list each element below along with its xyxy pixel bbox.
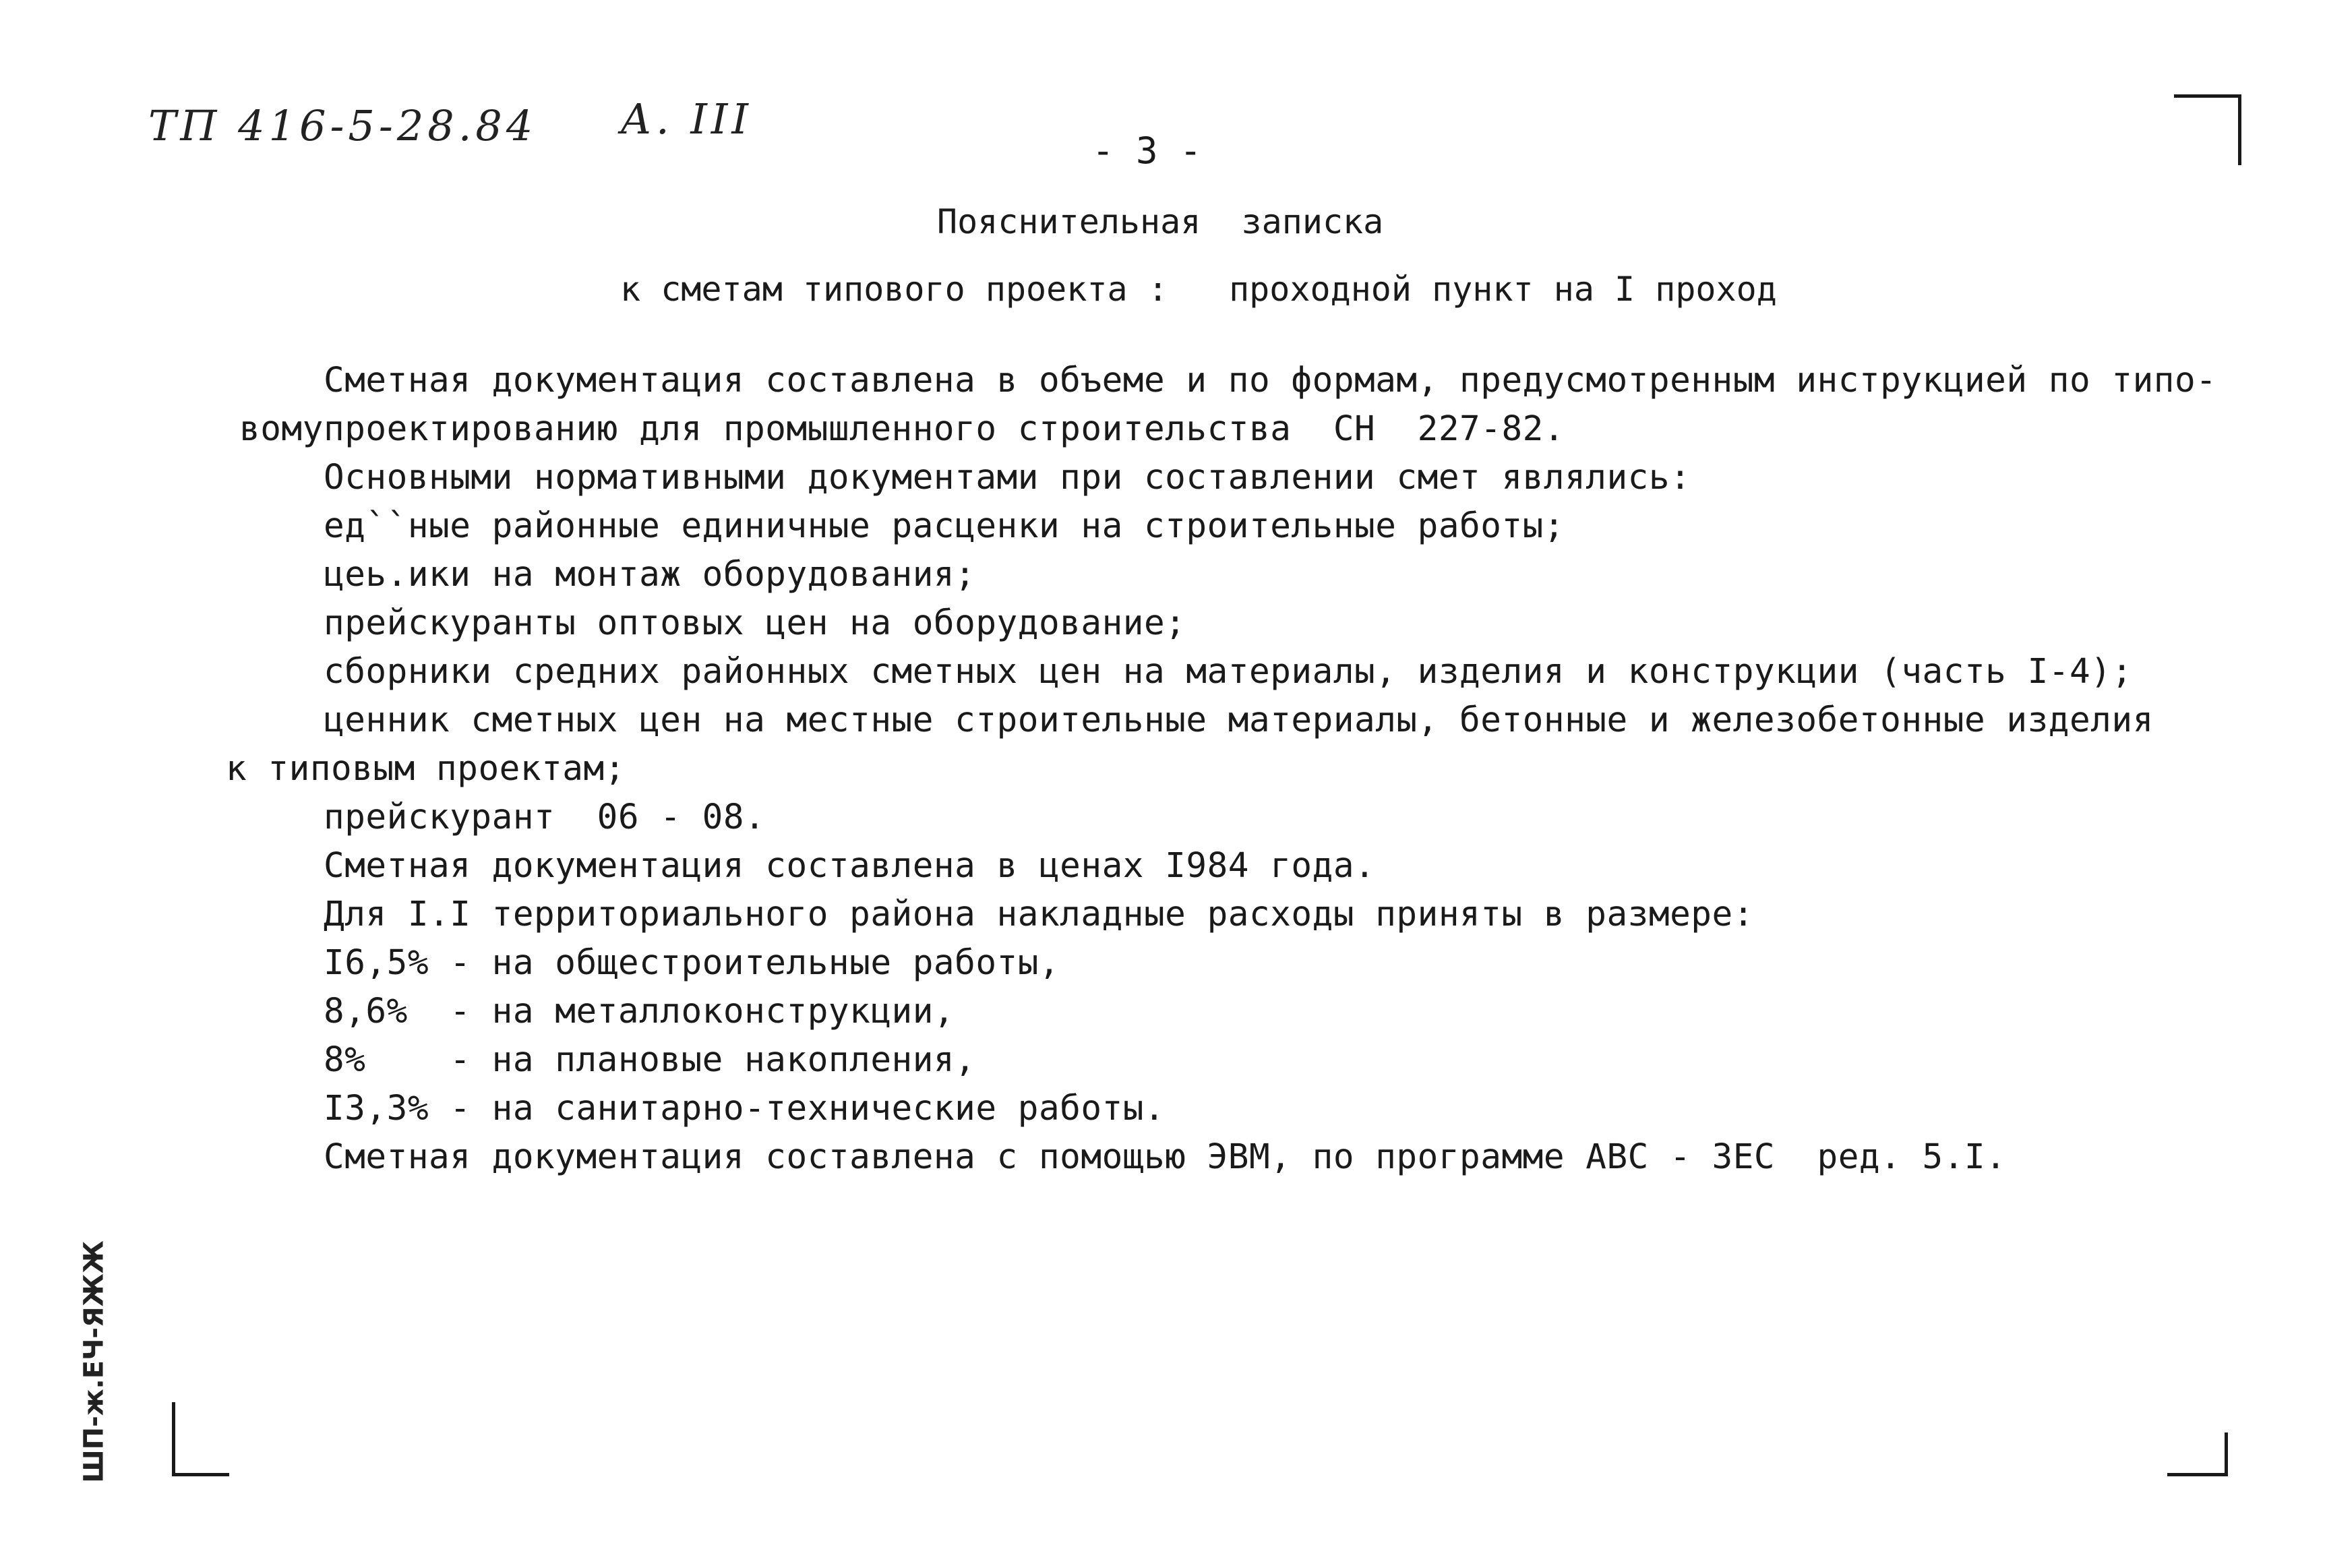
body-line: ед``ные районные единичные расценки на строительные работы;: [324, 506, 1565, 546]
body-line: 8% - на плановые накопления,: [324, 1040, 976, 1080]
page-number: - 3 -: [1092, 129, 1202, 172]
margin-stamp-text: ШП-ж.ЕЧ-ЯЖЖ: [79, 1240, 111, 1483]
body-line: Сметная документация составлена в ценах I984 года.: [324, 846, 1376, 886]
corner-mark-bottom-right-horizontal: [2167, 1473, 2228, 1476]
document-code: ТП 416-5-28.84: [148, 101, 537, 150]
body-line: вому: [239, 409, 324, 449]
corner-mark-bottom-right: [2225, 1433, 2228, 1476]
body-line: 8,6% - на металлоконструкции,: [324, 992, 955, 1031]
body-line: цеь.ики на монтаж оборудования;: [324, 555, 976, 595]
sheet-mark: А. III: [620, 94, 752, 144]
body-line: Сметная документация составлена в объеме и по формам, предусмотренным инструкцией по типо-: [324, 361, 2217, 400]
document-title: Пояснительная записка: [937, 202, 1384, 241]
body-line: прейскуранты оптовых цен на оборудование;: [324, 603, 1186, 643]
corner-mark-bottom-left: [172, 1402, 175, 1476]
body-line: сборники средних районных сметных цен на материалы, изделия и конструкции (часть I-4);: [324, 652, 2133, 692]
body-line: Основными нормативными документами при составлении смет являлись:: [324, 458, 1691, 497]
body-line: к типовым проектам;: [226, 749, 626, 789]
body-line: Сметная документация составлена с помощью ЭВМ, по программе АВС - ЗЕС ред. 5.I.: [324, 1137, 2007, 1177]
body-line: ценник сметных цен на местные строительные материалы, бетонные и железобетонные изделия: [324, 700, 2154, 740]
body-line: Для I.I территориального района накладные расходы приняты в размере:: [324, 895, 1754, 934]
margin-stamp: [67, 1240, 121, 1483]
corner-mark-top-right-vertical: [2238, 94, 2241, 165]
corner-mark-bottom-left-horizontal: [172, 1473, 229, 1476]
body-line: I3,3% - на санитарно-технические работы.: [324, 1089, 1166, 1128]
corner-mark-top-right: [2174, 94, 2241, 98]
body-line: проектированию для промышленного строительства СН 227-82.: [324, 409, 1565, 449]
body-line: I6,5% - на общестроительные работы,: [324, 943, 1060, 983]
document-subtitle: к сметам типового проекта : проходной пункт на I проход: [620, 270, 1777, 309]
body-line: прейскурант 06 - 08.: [324, 797, 766, 837]
